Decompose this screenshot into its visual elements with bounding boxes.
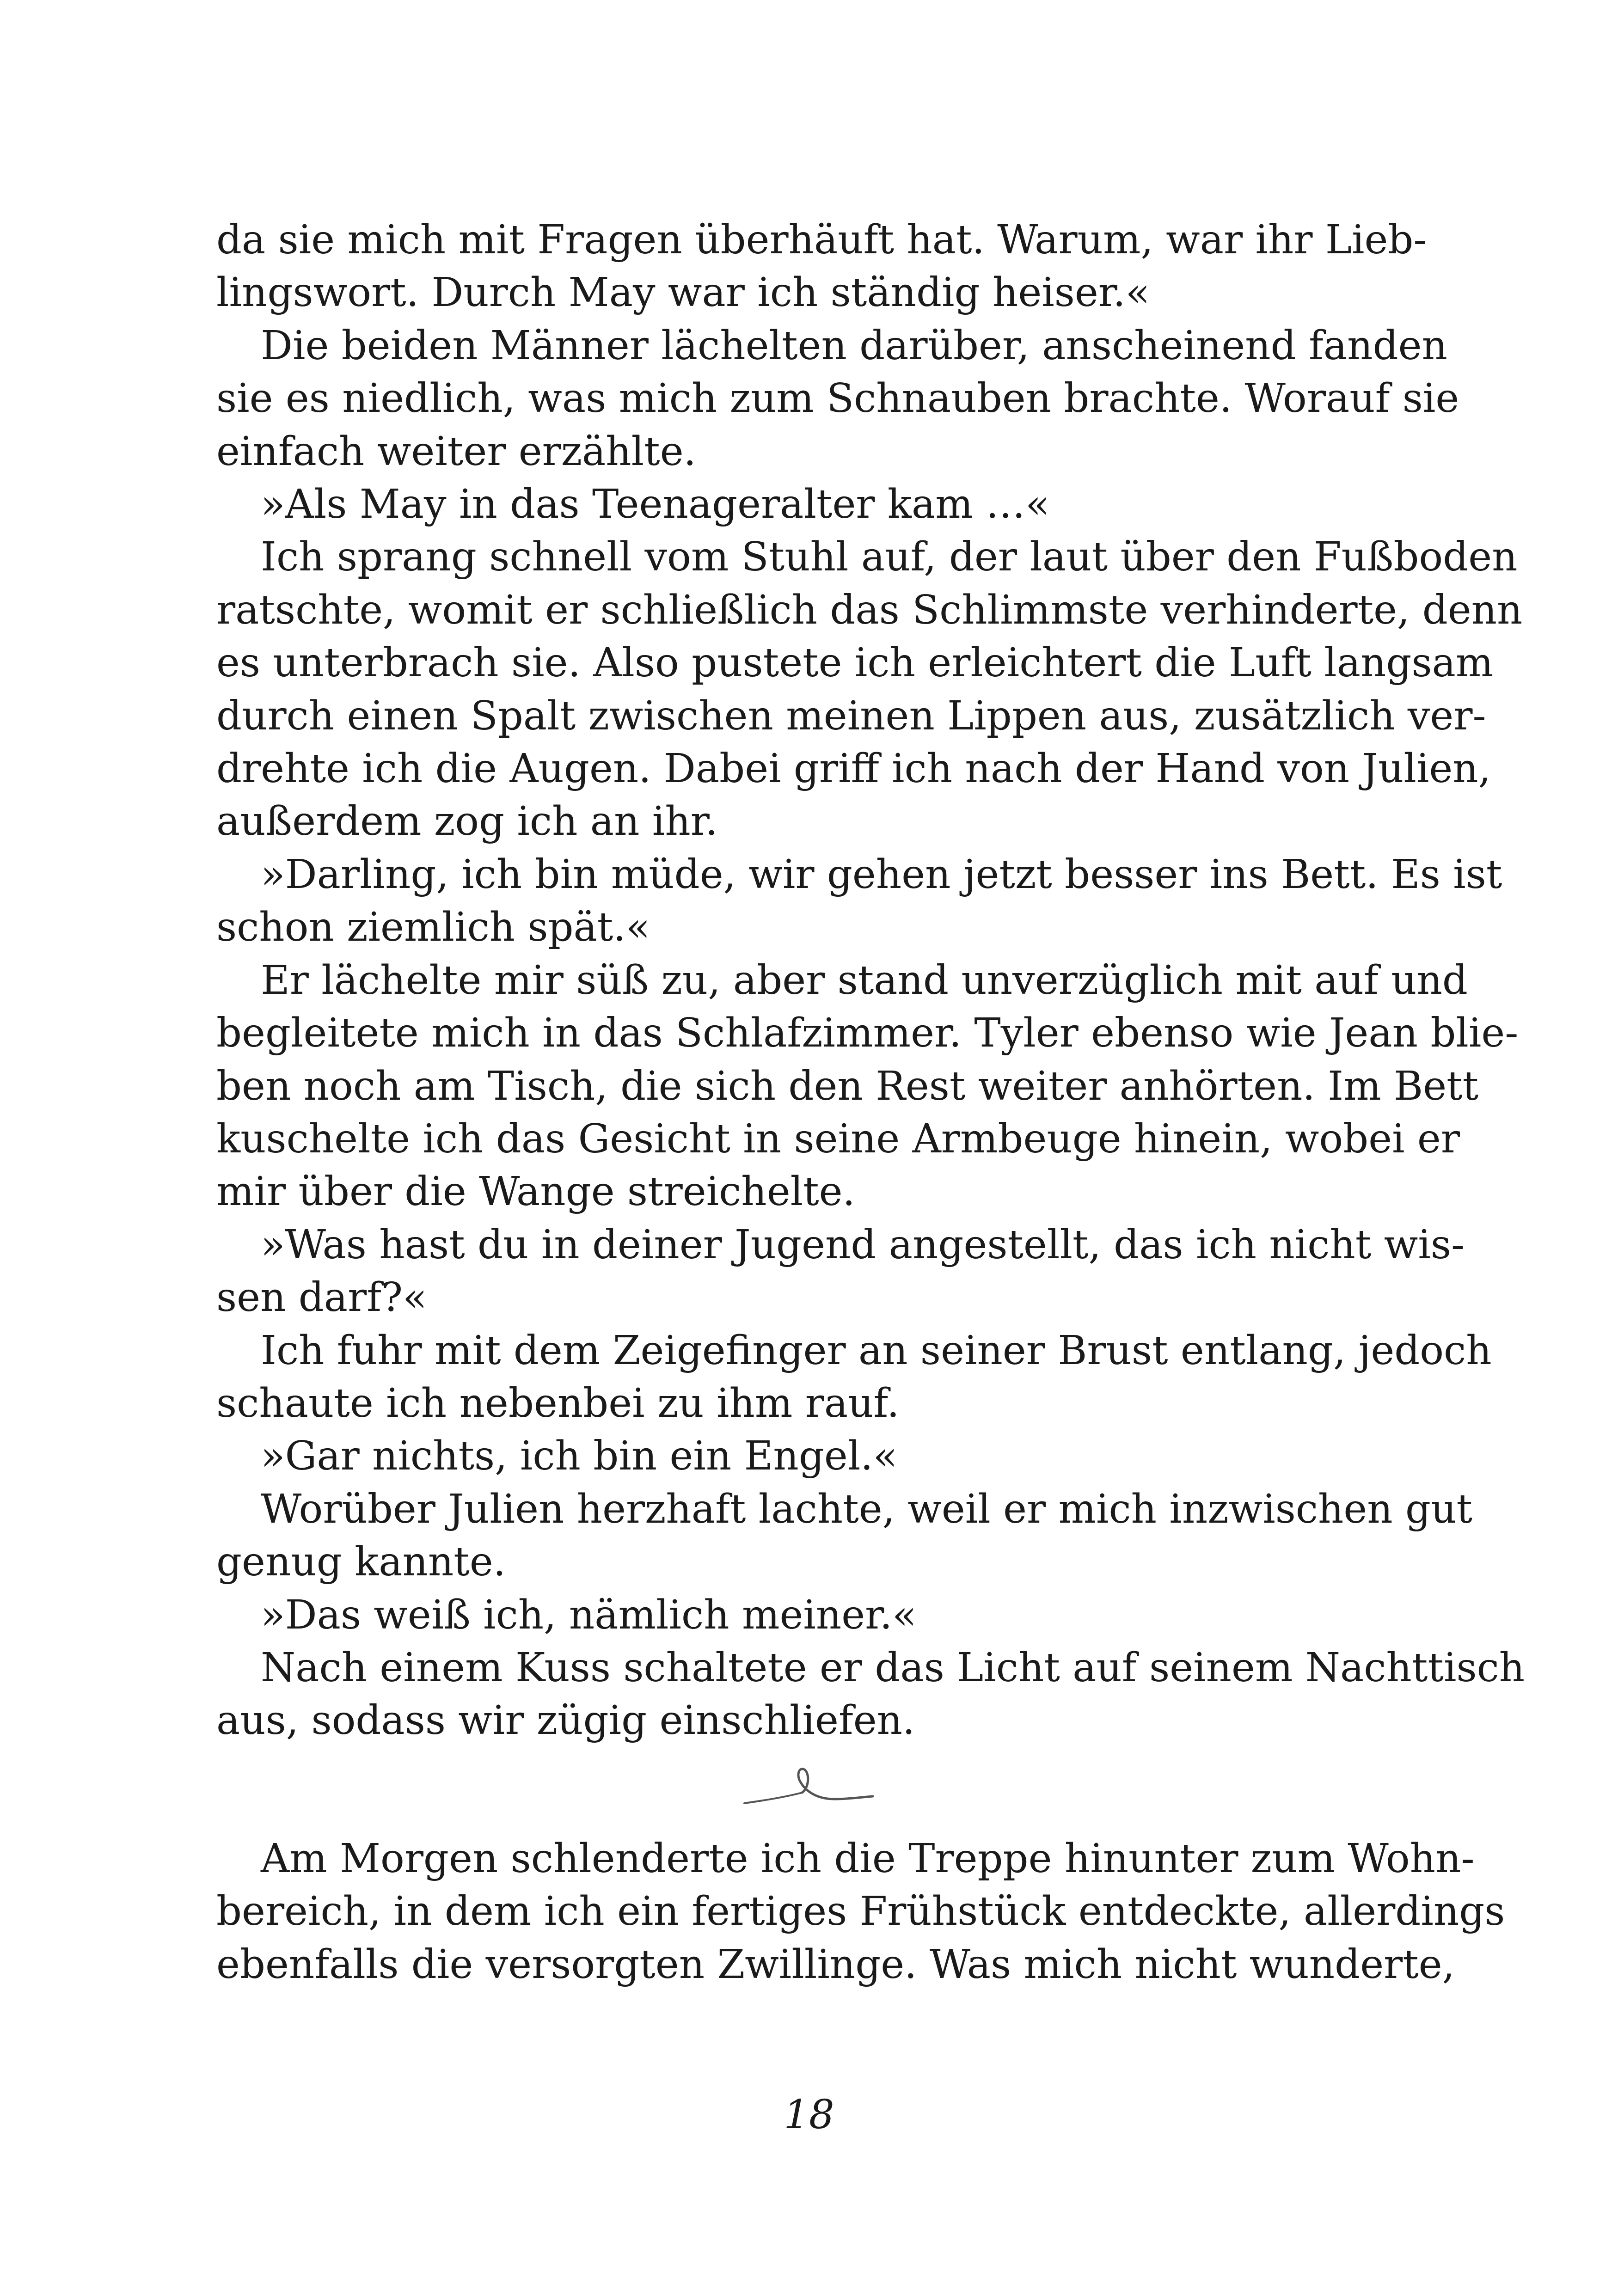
text-line: ratschte, womit er schließlich das Schlimmste verhinderte, denn — [216, 587, 1523, 633]
body-text-block-1 — [216, 214, 1525, 1747]
text-line: es unterbrach sie. Also pustete ich erleichtert die Luft langsam — [216, 640, 1494, 686]
text-line: Worüber Julien herzhaft lachte, weil er mich inzwischen gut — [261, 1486, 1473, 1532]
text-line: bereich, in dem ich ein fertiges Frühstück entdeckte, allerdings — [216, 1888, 1505, 1935]
text-line: sen darf?« — [216, 1274, 427, 1321]
text-line: Ich fuhr mit dem Zeigefinger an seiner Brust entlang, jedoch — [261, 1327, 1492, 1374]
flourish-ornament-icon — [740, 1759, 878, 1810]
text-line: Die beiden Männer lächelten darüber, anscheinend fanden — [261, 322, 1447, 369]
text-line: »Als May in das Teenageralter kam …« — [261, 481, 1050, 528]
text-line: da sie mich mit Fragen überhäuft hat. Warum, war ihr Lieb- — [216, 217, 1427, 263]
text-line: Er lächelte mir süß zu, aber stand unverzüglich mit auf und — [261, 957, 1468, 1004]
text-line: durch einen Spalt zwischen meinen Lippen aus, zusätzlich ver- — [216, 692, 1486, 739]
text-line: ben noch am Tisch, die sich den Rest weiter anhörten. Im Bett — [216, 1063, 1479, 1109]
text-line: begleitete mich in das Schlafzimmer. Tyler ebenso wie Jean blie- — [216, 1010, 1519, 1057]
text-line: schaute ich nebenbei zu ihm rauf. — [216, 1380, 900, 1427]
text-line: aus, sodass wir zügig einschliefen. — [216, 1697, 915, 1744]
text-line: ebenfalls die versorgten Zwillinge. Was mich nicht wunderte, — [216, 1941, 1455, 1988]
text-line: schon ziemlich spät.« — [216, 904, 650, 951]
body-text-block-2 — [216, 1832, 1505, 1991]
text-line: einfach weiter erzählte. — [216, 428, 696, 475]
text-line: außerdem zog ich an ihr. — [216, 798, 718, 845]
page-number: 18 — [784, 2092, 834, 2138]
text-line: Am Morgen schlenderte ich die Treppe hinunter zum Wohn- — [261, 1836, 1475, 1882]
text-line: drehte ich die Augen. Dabei griff ich nach der Hand von Julien, — [216, 746, 1491, 792]
text-line: lingswort. Durch May war ich ständig heiser.« — [216, 269, 1150, 316]
text-line: Nach einem Kuss schaltete er das Licht auf seinem Nachttisch — [261, 1644, 1525, 1691]
text-line: »Darling, ich bin müde, wir gehen jetzt besser ins Bett. Es ist — [261, 851, 1502, 898]
text-line: »Das weiß ich, nämlich meiner.« — [261, 1592, 917, 1638]
text-line: »Was hast du in deiner Jugend angestellt, das ich nicht wis- — [261, 1221, 1465, 1268]
text-line: Ich sprang schnell vom Stuhl auf, der laut über den Fußboden — [261, 534, 1518, 581]
text-line: kuschelte ich das Gesicht in seine Armbeuge hinein, wobei er — [216, 1115, 1460, 1162]
text-line: mir über die Wange streichelte. — [216, 1169, 855, 1215]
text-line: »Gar nichts, ich bin ein Engel.« — [261, 1433, 898, 1480]
text-line: genug kannte. — [216, 1539, 506, 1586]
text-line: sie es niedlich, was mich zum Schnauben brachte. Worauf sie — [216, 375, 1459, 422]
